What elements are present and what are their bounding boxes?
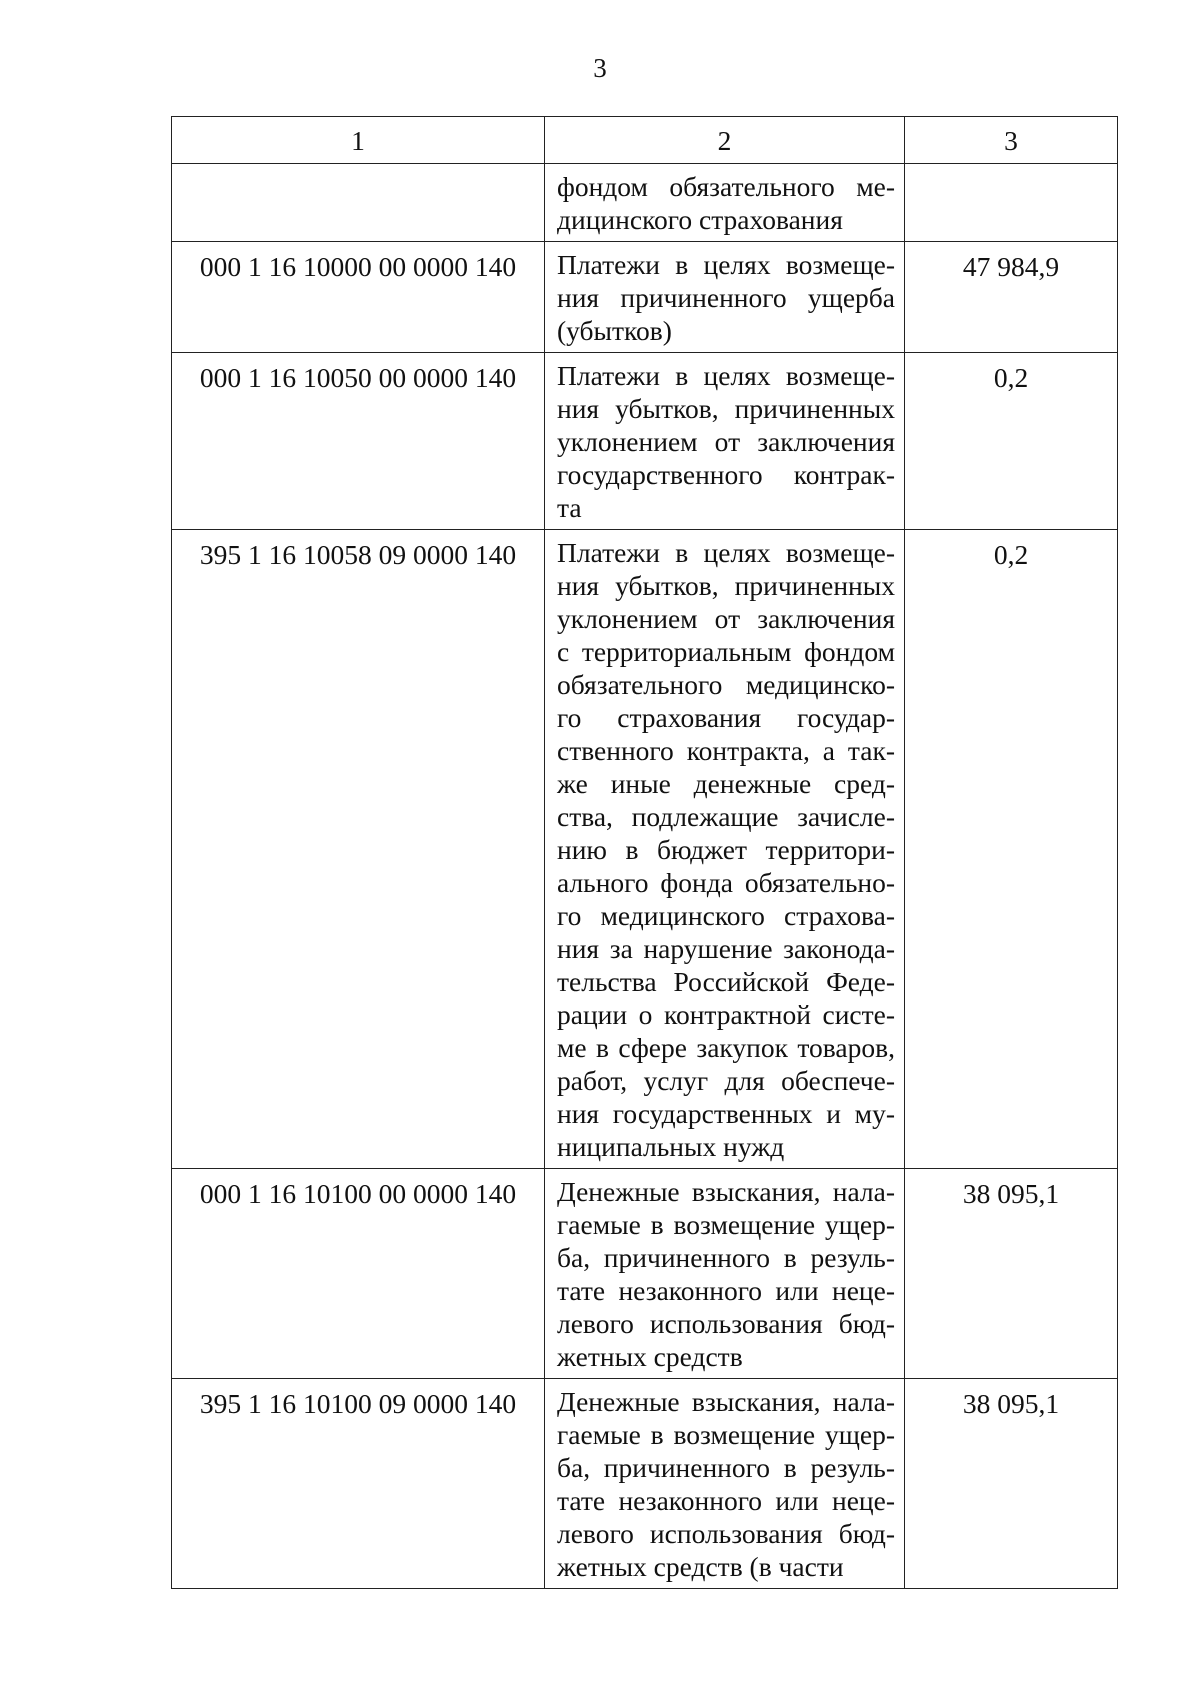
description-line: рации о контрактной систе- [557,999,895,1030]
description-line: Платежи в целях возмеще- [557,249,895,280]
revenue-description [545,164,905,242]
description-line: тате незаконного или неце- [557,1275,895,1306]
column-header-1: 1 [172,117,545,164]
description-line: тельства Российской Феде- [557,966,895,997]
description-line: ния за нарушение законода- [557,933,895,964]
description-line: уклонением от заключения [557,426,895,457]
budget-classification-code: 000 1 16 10000 00 0000 140 [172,242,545,353]
description-line: ба, причиненного в резуль- [557,1242,895,1273]
description-line: ального фонда обязательно- [557,867,895,898]
budget-classification-code: 395 1 16 10100 09 0000 140 [172,1379,545,1589]
budget-classification-code: 395 1 16 10058 09 0000 140 [172,530,545,1169]
description-line: ме в сфере закупок товаров, [557,1032,895,1063]
budget-classification-code: 000 1 16 10050 00 0000 140 [172,353,545,530]
description-line: ба, причиненного в резуль- [557,1452,895,1483]
description-line: ния государственных и му- [557,1098,895,1129]
description-line: жетных средств [557,1341,743,1372]
description-line: жетных средств (в части [557,1551,844,1582]
description-line: же иные денежные сред- [557,768,895,799]
revenue-description [545,353,905,530]
amount-value: 47 984,9 [905,242,1118,353]
description-line: левого использования бюд- [557,1308,895,1339]
description-line: уклонением от заключения [557,603,895,634]
table-row [172,353,1118,530]
amount-value: 38 095,1 [905,1379,1118,1589]
description-line: ства, подлежащие зачисле- [557,801,895,832]
table-row [172,1169,1118,1379]
description-line: ния убытков, причиненных [557,570,895,601]
description-line: Денежные взыскания, нала- [557,1176,895,1207]
description-line: го медицинского страхова- [557,900,895,931]
revenue-description [545,1169,905,1379]
amount-value: 38 095,1 [905,1169,1118,1379]
description-line: Платежи в целях возмеще- [557,537,895,568]
budget-classification-code: 000 1 16 10100 00 0000 140 [172,1169,545,1379]
description-line: с территориальным фондом [557,636,895,667]
description-line: ниципальных нужд [557,1131,785,1162]
description-line: гаемые в возмещение ущер- [557,1419,895,1450]
description-line: дицинского страхования [557,204,843,235]
description-line: левого использования бюд- [557,1518,895,1549]
description-line: фондом обязательного ме- [557,171,895,202]
description-line: обязательного медицинско- [557,669,895,700]
description-line: работ, услуг для обеспече- [557,1065,895,1096]
description-line: ственного контракта, а так- [557,735,895,766]
description-line: ния убытков, причиненных [557,393,895,424]
page-number: 3 [593,53,607,83]
amount-value: 0,2 [905,530,1118,1169]
amount-value: 0,2 [905,353,1118,530]
description-line: нию в бюджет территори- [557,834,895,865]
description-line: гаемые в возмещение ущер- [557,1209,895,1240]
table-row [172,530,1118,1169]
description-line: Денежные взыскания, нала- [557,1386,895,1417]
table-row [172,1379,1118,1589]
budget-classification-code [172,164,545,242]
revenue-description [545,530,905,1169]
description-line: та [557,492,582,523]
description-line: Платежи в целях возмеще- [557,360,895,391]
table-row [172,164,1118,242]
table-header-row [172,117,1118,164]
description-line: го страхования государ- [557,702,895,733]
table-row [172,242,1118,353]
amount-value [905,164,1118,242]
description-line: тате незаконного или неце- [557,1485,895,1516]
revenue-description [545,242,905,353]
description-line: (убытков) [557,315,672,346]
revenue-description [545,1379,905,1589]
description-line: ния причиненного ущерба [557,282,895,313]
column-header-3: 3 [905,117,1118,164]
budget-revenue-table [171,116,1118,1589]
description-line: государственного контрак- [557,459,895,490]
column-header-2: 2 [545,117,905,164]
